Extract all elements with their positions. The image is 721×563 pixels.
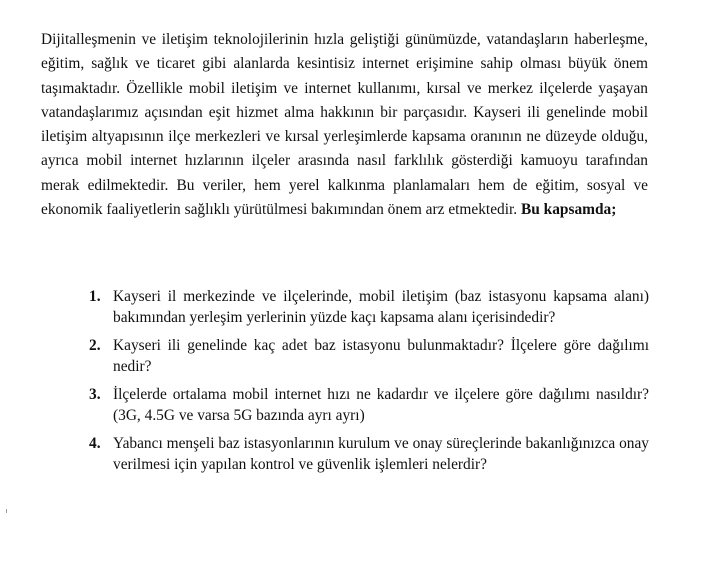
question-number: 3. — [89, 386, 101, 403]
intro-emphasis: Bu kapsamda; — [520, 201, 617, 219]
question-text: Yabancı menşeli baz istasyonlarının kurulum ve onay süreçlerinde bakanlığınızca onay verilmesi için yapılan kontrol ve güvenlik işlemleri nelerdir? — [113, 435, 649, 473]
question-text: İlçelerde ortalama mobil internet hızı ne kadardır ve ilçelere göre dağılımı nasıldır? (3G, 4.5G ve varsa 5G bazında ayrı ayrı) — [113, 386, 649, 424]
question-number: 1. — [89, 288, 101, 305]
question-number: 4. — [89, 435, 101, 452]
question-text: Kayseri ili genelinde kaç adet baz istasyonu bulunmaktadır? İlçelere göre dağılımı nedir? — [113, 337, 649, 375]
document-body — [41, 28, 648, 222]
intro-paragraph — [41, 28, 648, 222]
margin-mark — [6, 509, 7, 513]
question-item — [89, 384, 649, 426]
question-item — [89, 433, 649, 475]
question-item — [89, 286, 649, 328]
intro-text: Dijitalleşmenin ve iletişim teknolojilerinin hızla geliştiği günümüzde, vatandaşların haberleşme, eğitim, sağlık ve ticaret gibi alanlarda kesintisiz internet erişimine sahip olması büyük önem taşımaktadır. Özellikle mobil iletişim ve internet kullanımı, kırsal ve merkez ilçelerde yaşayan vatandaşlarımız açısından eşit hizmet alma hakkının bir parçasıdır. Kayseri ili genelinde mobil iletişim altyapısının ilçe merkezleri ve kırsal yerleşimlerde kapsama oranının ne düzeyde olduğu, ayrıca mobil internet hızlarının ilçeler arasında nasıl farklılık gösterdiği kamuoyu tarafından merak edilmektedir. Bu veriler, hem yerel kalkınma planlamaları hem de eğitim, sosyal ve ekonomik faaliyetlerin sağlıklı yürütülmesi bakımından önem arz etmektedir. — [41, 31, 648, 219]
question-number: 2. — [89, 337, 101, 354]
question-list — [89, 286, 649, 482]
question-item — [89, 335, 649, 377]
question-text: Kayseri il merkezinde ve ilçelerinde, mobil iletişim (baz istasyonu kapsama alanı) bakımından yerleşim yerlerinin yüzde kaçı kapsama alanı içerisindedir? — [113, 288, 649, 326]
